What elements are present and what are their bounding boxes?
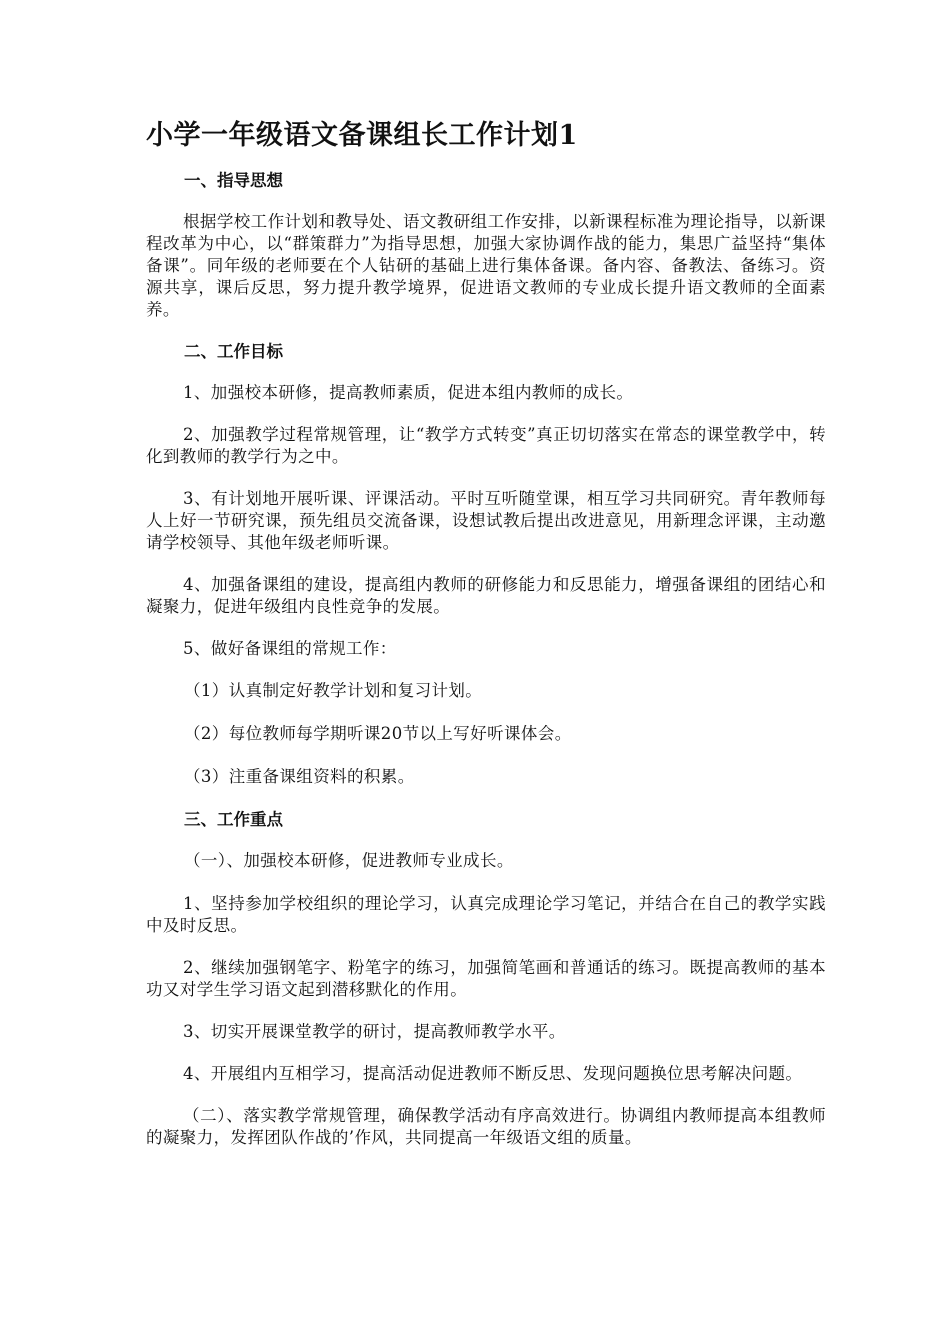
paragraph-guiding-thought: 根据学校工作计划和教导处、语文教研组工作安排，以新课程标准为理论指导，以新课程改革为中心，以“群策群力”为指导思想，加强大家协调作战的能力，集思广益坚持“集体备课”。同年级的老师要在个人钻研的基础上进行集体备课。备内容、备教法、备练习。资源共享，课后反思，努力提升教学境界，促进语文教师的专业成长提升语文教师的全面素养。 (146, 212, 826, 319)
paragraph-focus-4: 4、开展组内互相学习，提高活动促进教师不断反思、发现问题换位思考解决问题。 (183, 1064, 803, 1083)
paragraph-goal-1: 1、加强校本研修，提高教师素质，促进本组内教师的成长。 (183, 383, 634, 402)
section-heading-work-goals: 二、工作目标 (184, 342, 283, 361)
paragraph-goal-2: 2、加强教学过程常规管理，让“教学方式转变”真正切切落实在常态的课堂教学中，转化到教师的教学行为之中。 (146, 425, 826, 466)
paragraph-focus-2: 2、继续加强钢笔字、粉笔字的练习，加强简笔画和普通话的练习。既提高教师的基本功又对学生学习语文起到潜移默化的作用。 (146, 958, 826, 999)
subsection-heading-part-1: （一）、加强校本研修，促进教师专业成长。 (184, 851, 514, 870)
paragraph-part-2: （二）、落实教学常规管理，确保教学活动有序高效进行。协调组内教师提高本组教师的凝聚力，发挥团队作战的’作风，共同提高一年级语文组的质量。 (146, 1106, 826, 1147)
list-item-routine-1: （1）认真制定好教学计划和复习计划。 (184, 681, 483, 700)
list-item-routine-3: （3）注重备课组资料的积累。 (184, 767, 415, 786)
document-title: 小学一年级语文备课组长工作计划1 (146, 120, 578, 151)
paragraph-focus-1: 1、坚持参加学校组织的理论学习，认真完成理论学习笔记，并结合在自己的教学实践中及时反思。 (146, 894, 826, 935)
section-heading-guiding-thought: 一、指导思想 (184, 171, 283, 190)
document-page (146, 118, 826, 1169)
list-item-routine-2: （2）每位教师每学期听课20节以上写好听课体会。 (184, 724, 572, 743)
section-heading-work-focus: 三、工作重点 (184, 810, 283, 829)
paragraph-focus-3: 3、切实开展课堂教学的研讨，提高教师教学水平。 (183, 1022, 566, 1041)
paragraph-goal-5: 5、做好备课组的常规工作： (183, 639, 397, 658)
paragraph-goal-4: 4、加强备课组的建设，提高组内教师的研修能力和反思能力，增强备课组的团结心和凝聚力，促进年级组内良性竞争的发展。 (146, 575, 826, 616)
paragraph-goal-3: 3、有计划地开展听课、评课活动。平时互听随堂课，相互学习共同研究。青年教师每人上好一节研究课，预先组员交流备课，设想试教后提出改进意见，用新理念评课，主动邀请学校领导、其他年级老师听课。 (146, 489, 826, 552)
